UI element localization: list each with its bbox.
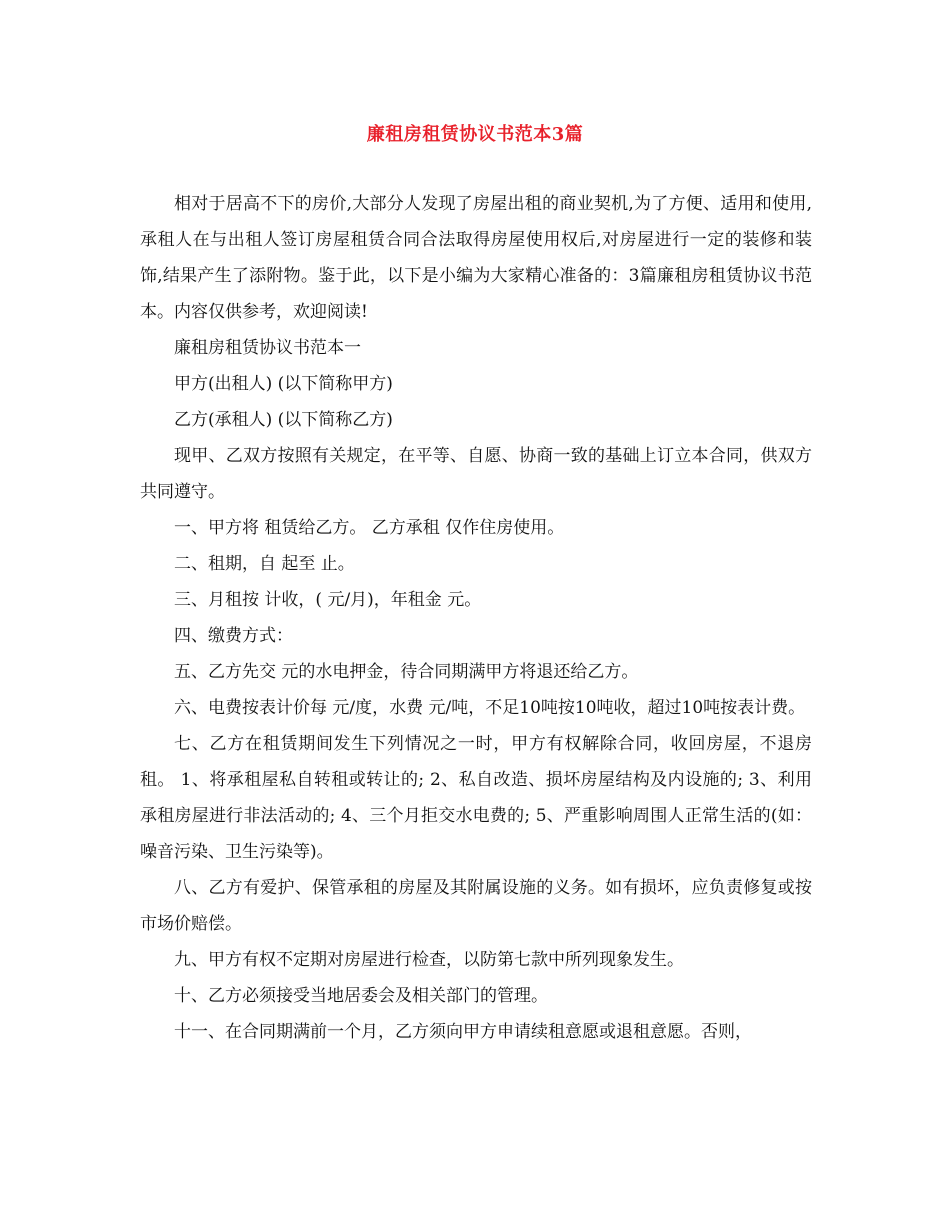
clause-1: 一、甲方将 租赁给乙方。 乙方承租 仅作住房使用。: [174, 518, 565, 538]
clause-5: 五、乙方先交 元的水电押金，待合同期满甲方将退还给乙方。: [174, 662, 639, 682]
document-title: 廉租房租赁协议书范本3篇: [366, 124, 584, 145]
clause-2: 二、租期，自 起至 止。: [174, 554, 355, 574]
document-body: [140, 186, 812, 1050]
clause-3: 三、月租按 计收，( 元/月)，年租金 元。: [174, 590, 482, 610]
clause-6: 六、电费按表计价每 元/度，水费 元/吨，不足10吨按10吨收，超过10吨按表计费。: [174, 698, 806, 718]
preamble-paragraph: 现甲、乙双方按照有关规定，在平等、自愿、协商一致的基础上订立本合同，供双方共同遵守。: [140, 446, 812, 502]
intro-paragraph: 相对于居高不下的房价,大部分人发现了房屋出租的商业契机,为了方便、适用和使用,承租人在与出租人签订房屋租赁合同合法取得房屋使用权后,对房屋进行一定的装修和装饰,结果产生了添附物。鉴于此，以下是小编为大家精心准备的：3篇廉租房租赁协议书范本。内容仅供参考，欢迎阅读!: [140, 194, 812, 322]
clause-9: 九、甲方有权不定期对房屋进行检查，以防第七款中所列现象发生。: [174, 950, 684, 970]
clause-4: 四、缴费方式：: [174, 626, 293, 646]
party-b-line: 乙方(承租人) (以下简称乙方): [174, 410, 393, 430]
clause-11: 十一、在合同期满前一个月，乙方须向甲方申请续租意愿或退租意愿。否则，: [174, 1022, 752, 1042]
section-heading: 廉租房租赁协议书范本一: [174, 338, 361, 358]
clause-7: 七、乙方在租赁期间发生下列情况之一时，甲方有权解除合同，收回房屋，不退房租。 1、将承租屋私自转租或转让的; 2、私自改造、损坏房屋结构及内设施的; 3、利用承租房屋进行非法活动的; 4、三个月拒交水电费的; 5、严重影响周围人正常生活的(如：噪音污染、卫生污染等)。: [140, 734, 812, 862]
party-a-line: 甲方(出租人) (以下简称甲方): [174, 374, 393, 394]
clause-8: 八、乙方有爱护、保管承租的房屋及其附属设施的义务。如有损坏，应负责修复或按市场价赔偿。: [140, 878, 812, 934]
clause-10: 十、乙方必须接受当地居委会及相关部门的管理。: [174, 986, 548, 1006]
